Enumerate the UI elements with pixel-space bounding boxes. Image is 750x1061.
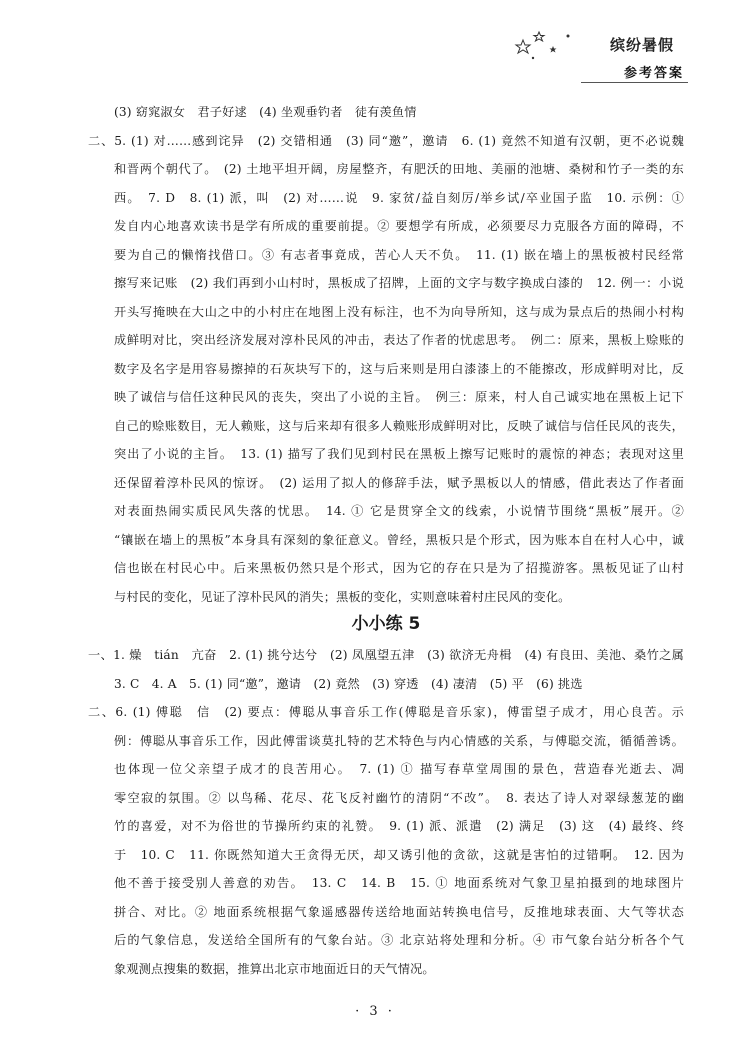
text-line: 突出了小说的主旨。 13. (1) 描写了我们见到村民在黑板上擦写记账时的震惊的神态；表现对这里: [114, 447, 684, 461]
text-line: 也体现一位父亲望子成才的良苦用心。 7. (1) ① 描写春草堂周围的景色，营造春光逝去、凋: [114, 762, 684, 776]
text-line: 于 10. C 11. 你既然知道大王贪得无厌，却又诱引他的贪欲，这就是害怕的过错啊。 12. 因为: [114, 847, 684, 862]
text-line: 发自内心地喜欢读书是学有所成的重要前提。② 要想学有所成，必须要尽力克服各方面的障碍，不: [114, 219, 684, 233]
text-line: 象观测点搜集的数据，推算出北京市地面近日的天气情况。: [114, 961, 435, 976]
page-number: · 3 ·: [355, 1004, 395, 1019]
brand-title: 缤纷暑假: [609, 36, 674, 54]
text-line: 拼合、对比。② 地面系统根据气象遥感器传送给地面站转换电信号，反推地球表面、大气等状态: [114, 904, 684, 919]
answer-key-label: 参考答案: [623, 66, 684, 81]
text-line: 二、5. (1) 对……感到诧异 (2) 交错相通 (3) 同“邀”，邀请 6. (1) 竟然不知道有汉朝，更不必说魏: [88, 133, 684, 148]
text-line: 3. C 4. A 5. (1) 同“邀”，邀请 (2) 竟然 (3) 穿透 (4) 凄清 (5) 平 (6) 挑选: [114, 676, 583, 691]
page-header: [513, 26, 688, 86]
text-line: 后的气象信息，发送给全国所有的气象台站。③ 北京站将处理和分析。④ 市气象台站分析各个气: [114, 933, 684, 947]
section-4-answers: [88, 98, 684, 611]
text-line: 他不善于接受别人善意的劝告。 13. C 14. B 15. ① 地面系统对气象卫星拍摄到的地球图片: [114, 876, 684, 890]
text-line: 信也嵌在村民心中。后来黑板仍然只是个形式，因为它的存在只是为了招揽游客。黑板见证了山村: [114, 561, 684, 575]
text-line: (3) 窈窕淑女 君子好逑 (4) 坐观垂钓者 徒有羡鱼情: [114, 105, 417, 119]
text-line: 自己的赊账数目，无人赖账，这与后来却有很多人赖账形成鲜明对比，反映了诚信与信任民风的丧失，: [114, 418, 684, 433]
text-line: 还保留着淳朴民风的惊讶。 (2) 运用了拟人的修辞手法，赋予黑板以人的情感，借此表达了作者面: [114, 475, 684, 490]
text-line: 一、1. 燥 tián 亢奋 2. (1) 挑兮达兮 (2) 凤凰望五津 (3) 欲济无舟楫 (4) 有良田、美池、桑竹之属: [88, 648, 684, 662]
text-line: 竹的喜爱，对不为俗世的节操所约束的礼赞。 9. (1) 派、派遣 (2) 满足 (3) 这 (4) 最终、终: [114, 819, 684, 833]
section-title: 小小练 5: [351, 614, 421, 634]
section-5-answers: [88, 641, 684, 983]
text-line: 例：傅聪从事音乐工作，因此傅雷谈莫扎特的艺术特色与内心情感的关系，与傅聪交流，循循善诱。: [114, 733, 684, 748]
text-line: 擦写来记账 (2) 我们再到小山村时，黑板成了招牌，上面的文字与数字换成白漆的 12. 例一：小说: [114, 276, 684, 290]
header-rule: [581, 82, 688, 83]
text-line: 对表面热闹实质民风失落的忧思。 14. ① 它是贯穿全文的线索，小说情节围绕“黑板”展开。②: [114, 504, 684, 518]
stars-decoration-icon: [513, 26, 583, 66]
text-line: 和晋两个朝代了。 (2) 土地平坦开阔，房屋整齐，有肥沃的田地、美丽的池塘、桑树和竹子一类的东: [114, 162, 684, 176]
text-line: 与村民的变化，见证了淳朴民风的消失；黑板的变化，实则意味着村庄民风的变化。: [114, 589, 571, 604]
text-line: 数字及名字是用容易擦掉的石灰块写下的，这与后来则是用白漆漆上的不能擦改，形成鲜明对比，反: [114, 361, 684, 376]
text-line: 零空寂的氛围。② 以鸟稀、花尽、花飞反衬幽竹的清阴“不改”。 8. 表达了诗人对翠绿葱茏的幽: [114, 790, 684, 805]
text-line: 要为自己的懒惰找借口。③ 有志者事竟成，苦心人天不负。 11. (1) 嵌在墙上的黑板被村民经常: [114, 247, 684, 262]
text-line: 映了诚信与信任这种民风的丧失，突出了小说的主旨。 例三：原来，村人自己诚实地在黑板上记下: [114, 390, 684, 404]
text-line: 西。 7. D 8. (1) 派，叫 (2) 对……说 9. 家贫/益自刻厉/举乡试/卒业国子监 10. 示例：①: [114, 190, 684, 205]
text-line: 成鲜明对比，突出经济发展对淳朴民风的冲击，表达了作者的忧虑思考。 例二：原来，黑板上赊账的: [114, 333, 684, 347]
text-line: 二、6. (1) 傅聪 信 (2) 要点：傅聪从事音乐工作(傅聪是音乐家)，傅雷望子成才，用心良苦。示: [88, 705, 684, 719]
text-line: “镶嵌在墙上的黑板”本身具有深刻的象征意义。曾经，黑板只是个形式，因为账本自在村人心中，诚: [114, 532, 684, 547]
text-line: 开头写掩映在大山之中的小村庄在地图上没有标注，也不为向导所知，这与成为景点后的热闹小村构: [114, 304, 684, 319]
answer-content: [88, 98, 684, 983]
